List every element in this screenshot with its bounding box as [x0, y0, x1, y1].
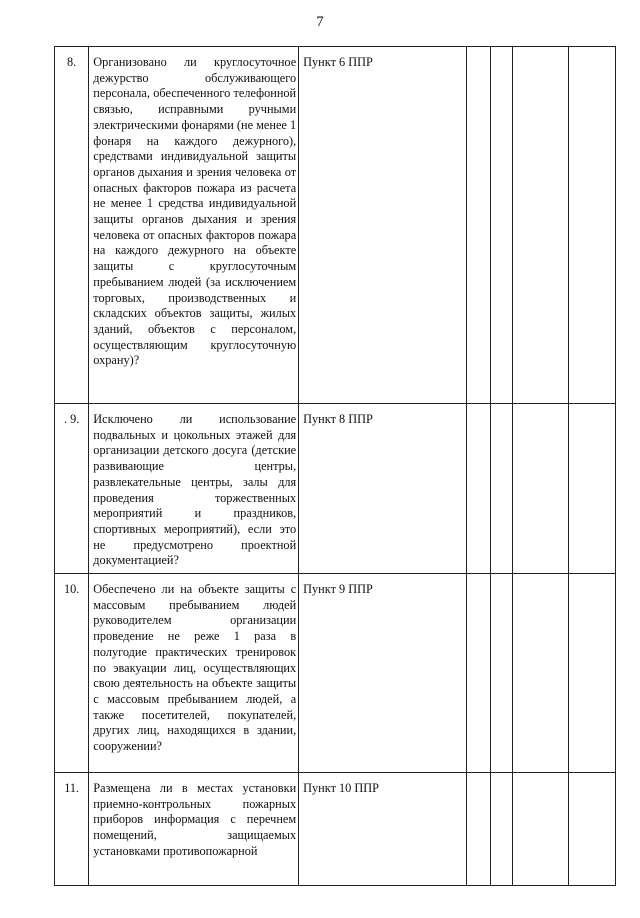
requirement-reference: Пункт 9 ППР [299, 574, 466, 773]
answer-cell-no [490, 47, 512, 404]
table-row [55, 47, 616, 404]
answer-cell-yes [466, 574, 490, 773]
page-number: 7 [316, 14, 324, 30]
question-text: Обеспечено ли на объекте защиты с массовым пребыванием людей руководителем организации проведение не реже 1 раза в полугодие практических тренировок по эвакуации лиц, осуществляющих свою деятельность на объекте защиты с массовым пребыванием людей, а также посетителей, покупателей, других лиц, находящихся в здании, сооружении? [93, 582, 297, 754]
answer-cell-yes [466, 47, 490, 404]
table-row [55, 404, 616, 574]
question-cell [89, 404, 299, 574]
answer-cell-no [490, 404, 512, 574]
answer-cell-not-applicable [513, 404, 568, 574]
answer-cell-not-applicable [513, 574, 568, 773]
table-row [55, 773, 616, 886]
answer-cell-yes [466, 773, 490, 886]
question-text: Организовано ли круглосуточное дежурство обслуживающего персонала, обеспеченного телефонной связью, исправными ручными электрическими фонарями (не менее 1 фонаря на каждого дежурного), средствами индивидуальной защиты органов дыхания и зрения человека от опасных факторов пожара из расчета не менее 1 средства индивидуальной защиты органов дыхания и зрения человека от опасных факторов пожара на каждого дежурного на объекте защиты с круглосуточным пребыванием людей (за исключением торговых, производственных и складских объектов защиты, жилых зданий, объектов с персоналом, осуществляющим круглосуточную охрану)? [93, 55, 297, 368]
question-cell [89, 773, 299, 886]
answer-cell-note [568, 404, 615, 574]
question-text: Исключено ли использование подвальных и цокольных этажей для организации детского досуга (детские развивающие центры, развлекательные центры, залы для проведения торжественных мероприятий и праздников, спортивных мероприятий), если это не предусмотрено проектной документацией? [93, 412, 297, 568]
answer-cell-not-applicable [513, 47, 568, 404]
question-text: Размещена ли в местах установки приемно-контрольных пожарных приборов информация с перечнем помещений, защищаемых установками противопожарной [93, 781, 297, 858]
requirement-reference: Пункт 6 ППР [299, 47, 466, 404]
answer-cell-not-applicable [513, 773, 568, 886]
answer-cell-note [568, 773, 615, 886]
answer-cell-note [568, 574, 615, 773]
row-number: . 9. [55, 404, 89, 574]
question-cell [89, 47, 299, 404]
row-number: 10. [55, 574, 89, 773]
requirement-reference: Пункт 10 ППР [299, 773, 466, 886]
answer-cell-note [568, 47, 615, 404]
row-number: 8. [55, 47, 89, 404]
answer-cell-no [490, 574, 512, 773]
question-cell [89, 574, 299, 773]
answer-cell-no [490, 773, 512, 886]
requirement-reference: Пункт 8 ППР [299, 404, 466, 574]
answer-cell-yes [466, 404, 490, 574]
table-row [55, 574, 616, 773]
row-number: 11. [55, 773, 89, 886]
checklist-table [54, 46, 616, 886]
